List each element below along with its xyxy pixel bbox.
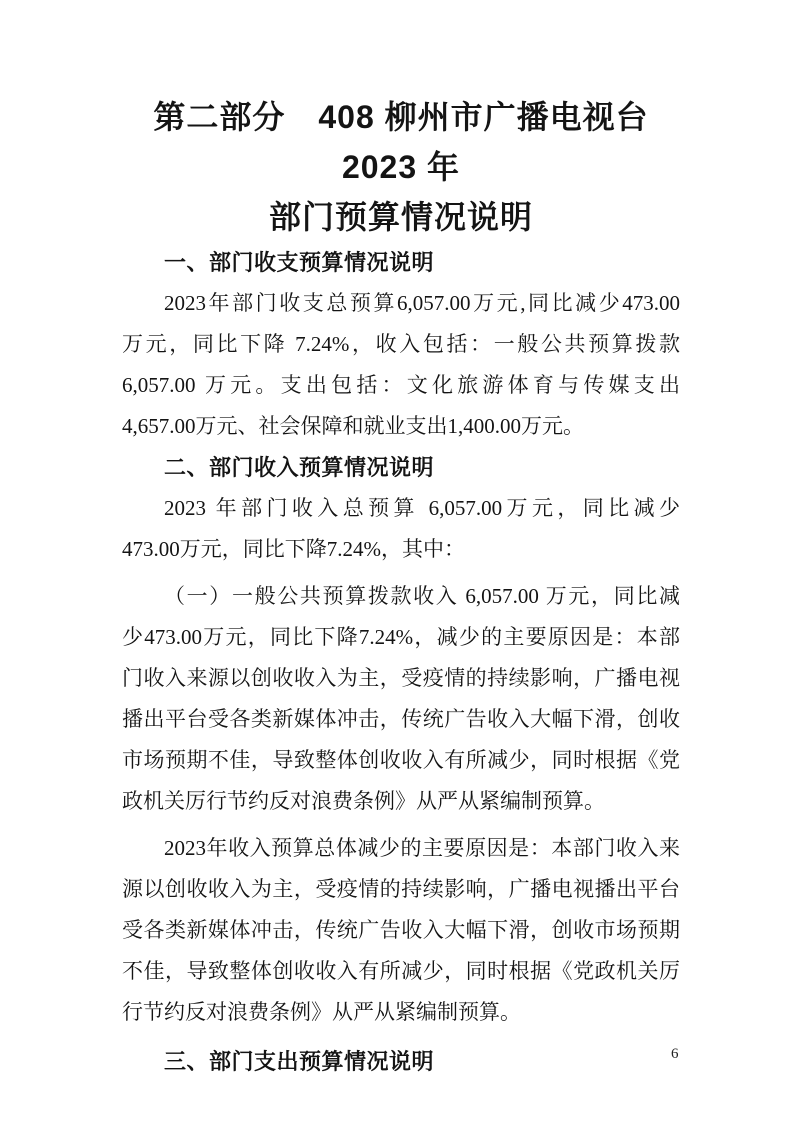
document-title: [122, 92, 680, 242]
document-title-line-2: 部门预算情况说明: [268, 199, 533, 235]
section-heading-2: 二、部门收入预算情况说明: [164, 455, 435, 480]
section-heading-1: 一、部门收支预算情况说明: [164, 250, 435, 275]
body-text-line: 政机关厉行节约反对浪费条例》从严从紧编制预算。: [122, 789, 605, 813]
body-text-line: （一）一般公共预算拨款收入 6,057.00 万元，同比减: [164, 584, 680, 608]
body-text-line: 473.00万元，同比下降7.24%，其中：: [122, 537, 465, 561]
body-text-line: 行节约反对浪费条例》从严从紧编制预算。: [122, 1000, 521, 1024]
body-text-line: 市场预期不佳，导致整体创收收入有所减少，同时根据《党: [122, 748, 680, 772]
body-text-line: 受各类新媒体冲击，传统广告收入大幅下滑，创收市场预期: [122, 918, 680, 942]
body-text-line: 2023年部门收支总预算6,057.00万元,同比减少473.00: [164, 291, 680, 315]
body-text-line: 源以创收收入为主，受疫情的持续影响，广播电视播出平台: [122, 877, 680, 901]
body-text-line: 少473.00万元，同比下降7.24%，减少的主要原因是：本部: [122, 625, 680, 649]
body-text-line: 不佳，导致整体创收收入有所减少，同时根据《党政机关厉: [122, 959, 680, 983]
body-text-line: 播出平台受各类新媒体冲击，传统广告收入大幅下滑，创收: [122, 707, 680, 731]
body-text-line: 2023年收入预算总体减少的主要原因是：本部门收入来: [164, 836, 680, 860]
page-number: 6: [671, 1046, 679, 1062]
document-body: [122, 242, 680, 1082]
body-text-line: 2023 年部门收入总预算 6,057.00万元，同比减少: [164, 496, 680, 520]
body-text-line: 4,657.00万元、社会保障和就业支出1,400.00万元。: [122, 414, 584, 438]
document-title-line-1: 第二部分 408 柳州市广播电视台 2023 年: [153, 99, 649, 185]
body-text-line: 万元，同比下降 7.24%，收入包括：一般公共预算拨款: [122, 332, 680, 356]
body-text-line: 门收入来源以创收收入为主，受疫情的持续影响，广播电视: [122, 666, 680, 690]
body-text-line: 6,057.00 万元。支出包括：文化旅游体育与传媒支出: [122, 373, 680, 397]
section-heading-3: 三、部门支出预算情况说明: [164, 1049, 435, 1074]
